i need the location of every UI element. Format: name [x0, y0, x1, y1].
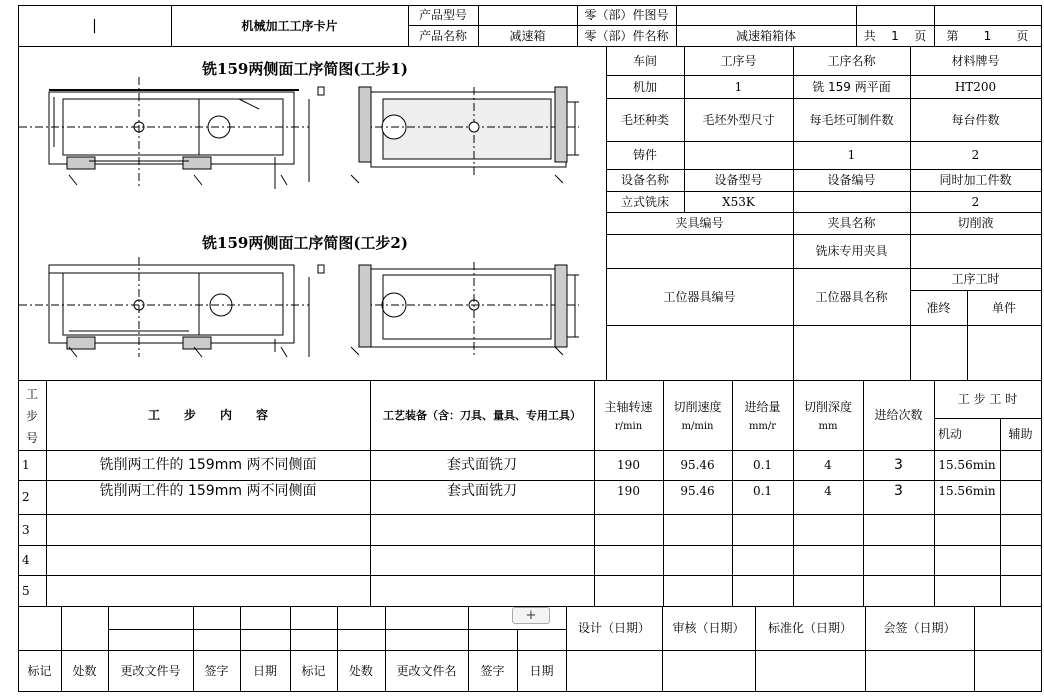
- part-drawing-no-label: 零（部）件图号: [584, 8, 669, 22]
- total-value[interactable]: 1: [891, 28, 899, 43]
- table-row-no: 2: [22, 490, 30, 504]
- footer-change-doc-no-label: 更改文件号: [120, 663, 181, 678]
- simul-label: 同时加工件数: [939, 173, 1012, 187]
- fixture-name-label: 夹具名称: [827, 216, 876, 230]
- page-number: [934, 25, 1041, 46]
- col-passes: 进给次数: [874, 408, 923, 422]
- sketch-title-step2: 铣159两侧面工序简图(工步2): [202, 233, 408, 252]
- col-content: 工 步 内 容: [147, 408, 268, 422]
- col-feed-label: 进给量: [744, 400, 781, 414]
- footer-sign-label: 签字: [480, 663, 505, 678]
- table-row-content[interactable]: 铣削两工件的 159mm 两不同侧面: [99, 483, 317, 499]
- col-feed: [732, 380, 793, 450]
- table-row-content[interactable]: 铣削两工件的 159mm 两不同侧面: [99, 457, 317, 473]
- table-row-speed[interactable]: 95.46: [680, 484, 715, 498]
- equip-model-label: 设备型号: [714, 173, 763, 187]
- fixture-name-value[interactable]: 铣床专用夹具: [815, 244, 888, 258]
- blank-type-label: 毛坯种类: [620, 112, 669, 127]
- footer-date-label: 日期: [529, 663, 554, 678]
- table-row-machine[interactable]: 15.56min: [938, 458, 996, 472]
- product-name-value[interactable]: 减速箱: [509, 28, 546, 43]
- col-time: 工 步 工 时: [957, 392, 1018, 406]
- product-model-label: 产品型号: [418, 8, 467, 22]
- table-row-no: 1: [22, 458, 30, 472]
- workshop-value[interactable]: 机加: [632, 79, 657, 94]
- part-name-label: 零（部）件名称: [584, 28, 669, 43]
- table-row-content[interactable]: [46, 514, 370, 545]
- table-row-feed[interactable]: 0.1: [752, 458, 773, 472]
- page-unit: 页: [1016, 28, 1029, 43]
- coolant-value[interactable]: [910, 234, 1041, 268]
- footer-sign-label: 签字: [204, 663, 229, 678]
- col-step-no-char: 步: [25, 408, 38, 423]
- equip-name-value[interactable]: 立式铣床: [620, 194, 669, 209]
- process-sketch: [19, 47, 605, 380]
- blank-size-value[interactable]: [684, 141, 793, 169]
- per-blank-value[interactable]: 1: [847, 148, 856, 162]
- equip-no-label: 设备编号: [827, 173, 876, 187]
- table-row-no: 4: [22, 553, 30, 567]
- col-spindle-unit: r/min: [614, 421, 643, 432]
- table-row-spindle[interactable]: 190: [617, 484, 640, 498]
- col-depth-label: 切削深度: [803, 400, 852, 414]
- process-name-label: 工序名称: [827, 54, 876, 68]
- per-unit-label: 每台件数: [951, 112, 1000, 127]
- workshop-label: 车间: [632, 54, 657, 68]
- table-row-aux[interactable]: [1000, 480, 1041, 502]
- page-label: 第: [946, 28, 959, 43]
- coolant-label: 切削液: [957, 216, 994, 230]
- footer-count-label: 处数: [72, 663, 97, 678]
- simul-value[interactable]: 2: [971, 194, 980, 209]
- col-speed-unit: m/min: [681, 421, 714, 432]
- add-row-button[interactable]: +: [512, 607, 550, 624]
- part-drawing-no-value[interactable]: [676, 5, 856, 25]
- page-value[interactable]: 1: [983, 28, 992, 43]
- equip-no-value[interactable]: [793, 191, 910, 212]
- logo-mark: |: [92, 17, 97, 34]
- total-pages: [856, 25, 934, 46]
- table-row-aux[interactable]: [1000, 450, 1041, 480]
- footer-mark-label: 标记: [27, 663, 52, 678]
- product-model-value[interactable]: [478, 5, 577, 25]
- total-label: 共: [863, 28, 876, 43]
- fixture-no-value[interactable]: [606, 234, 793, 268]
- unit-time-label: 单件: [991, 300, 1016, 315]
- product-name-label: 产品名称: [418, 28, 467, 43]
- prep-time-label: 准终: [926, 300, 951, 315]
- table-row-equipment[interactable]: [370, 545, 594, 575]
- table-row-content[interactable]: [46, 545, 370, 575]
- col-step-no-char: 工: [25, 386, 38, 401]
- standard-label: 标准化（日期）: [767, 621, 852, 635]
- col-spindle-label: 主轴转速: [604, 400, 653, 414]
- station-tool-name-label: 工位器具名称: [815, 289, 888, 304]
- card-title: 机械加工工序卡片: [241, 18, 338, 33]
- sketch-title-step1: 铣159两侧面工序简图(工步1): [202, 59, 408, 78]
- table-row-feed[interactable]: 0.1: [752, 484, 773, 498]
- footer-mark-label: 标记: [301, 663, 326, 678]
- col-aux-time: 辅助: [1008, 427, 1033, 441]
- table-row-equipment[interactable]: 套式面铣刀: [447, 483, 517, 499]
- fixture-no-label: 夹具编号: [675, 216, 724, 230]
- equip-model-value[interactable]: X53K: [722, 194, 755, 209]
- col-speed: [663, 380, 732, 450]
- table-row-passes[interactable]: 3: [894, 483, 903, 499]
- table-row-no: 3: [22, 522, 30, 537]
- table-row-no: 5: [22, 583, 30, 598]
- part-name-value[interactable]: 减速箱箱体: [735, 28, 796, 43]
- review-label: 审核（日期）: [672, 621, 745, 635]
- footer-count-label: 处数: [348, 663, 373, 678]
- col-depth: [793, 380, 863, 450]
- footer-date-label: 日期: [252, 663, 277, 678]
- station-tool-no-label: 工位器具编号: [663, 289, 736, 304]
- design-label: 设计（日期）: [577, 621, 650, 635]
- col-step-no: [18, 380, 46, 450]
- process-name-value[interactable]: 铣 159 两平面: [812, 79, 891, 94]
- col-step-no-char: 号: [25, 430, 38, 445]
- table-row-depth[interactable]: 4: [824, 458, 832, 472]
- process-no-value[interactable]: 1: [734, 79, 743, 94]
- table-row-depth[interactable]: 4: [824, 484, 832, 498]
- col-machine-time: 机动: [938, 427, 963, 441]
- blank-type-value[interactable]: 铸件: [632, 148, 657, 162]
- table-row-machine[interactable]: 15.56min: [938, 484, 996, 498]
- table-row-spindle[interactable]: 190: [617, 458, 640, 472]
- table-row-equipment[interactable]: 套式面铣刀: [447, 457, 517, 473]
- total-unit: 页: [914, 28, 927, 43]
- table-row-passes[interactable]: 3: [894, 457, 903, 473]
- countersign-label: 会签（日期）: [883, 621, 956, 635]
- col-depth-unit: mm: [818, 421, 838, 432]
- table-row-equipment[interactable]: [370, 575, 594, 606]
- table-row-content[interactable]: [46, 575, 370, 606]
- material-label: 材料牌号: [951, 54, 1000, 68]
- equip-name-label: 设备名称: [620, 173, 669, 187]
- col-equipment: 工艺装备（含：刀具、量具、专用工具）: [383, 408, 581, 422]
- process-no-label: 工序号: [720, 54, 757, 68]
- table-row-speed[interactable]: 95.46: [680, 458, 715, 472]
- table-row-equipment[interactable]: [370, 514, 594, 545]
- col-feed-unit: mm/r: [748, 421, 777, 432]
- col-speed-label: 切削速度: [673, 400, 722, 414]
- per-blank-label: 每毛坯可制件数: [809, 112, 894, 127]
- material-value[interactable]: HT200: [954, 79, 997, 94]
- blank-size-label: 毛坯外型尺寸: [702, 112, 775, 127]
- per-unit-value[interactable]: 2: [971, 148, 980, 162]
- col-spindle: [594, 380, 663, 450]
- footer-change-doc-name-label: 更改文件名: [396, 663, 457, 678]
- process-time-label: 工序工时: [951, 272, 1000, 286]
